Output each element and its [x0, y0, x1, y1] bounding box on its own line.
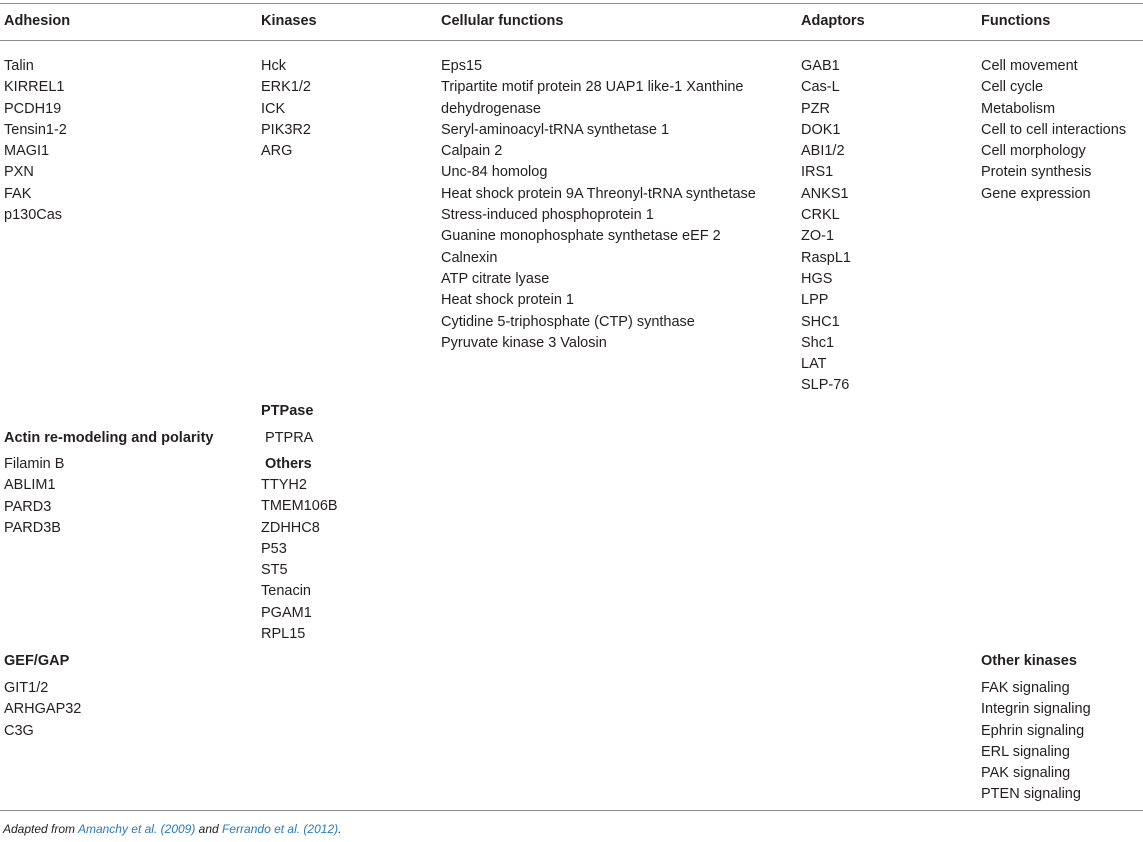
list-item: DOK1	[801, 121, 841, 138]
header-kinases: Kinases	[261, 13, 317, 29]
list-item: LPP	[801, 292, 829, 309]
list-item: CRKL	[801, 207, 840, 224]
list-item: Pyruvate kinase 3 Valosin	[441, 334, 607, 351]
list-item: PIK3R2	[261, 121, 311, 138]
list-item: Unc-84 homolog	[441, 164, 548, 181]
list-item: LAT	[801, 356, 827, 373]
list-item: RaspL1	[801, 249, 851, 266]
list-item: PGAM1	[261, 604, 312, 621]
list-item: ZO-1	[801, 228, 835, 245]
functions-list	[981, 56, 1126, 205]
list-item: dehydrogenase	[441, 100, 541, 117]
list-item: MAGI1	[4, 143, 50, 160]
list-item: TTYH2	[261, 477, 307, 493]
list-item: ERL signaling	[981, 743, 1070, 760]
footnote-prefix: Adapted from	[3, 822, 78, 836]
list-item: Cell movement	[981, 58, 1078, 74]
table-footnote	[3, 822, 341, 836]
list-item: Calnexin	[441, 249, 498, 266]
list-item: PZR	[801, 100, 830, 117]
list-item: Hck	[261, 58, 286, 74]
list-item: C3G	[4, 722, 34, 739]
table-bottom-rule	[0, 810, 1143, 811]
list-item: P53	[261, 540, 287, 557]
header-others: Others	[265, 456, 312, 472]
list-item: Eps15	[441, 58, 483, 74]
actin-list	[4, 454, 64, 539]
footnote-suffix: .	[338, 822, 342, 836]
list-item: Heat shock protein 1	[441, 292, 574, 309]
others-list	[261, 475, 338, 645]
header-cellular-functions: Cellular functions	[441, 13, 564, 29]
list-item: Protein synthesis	[981, 164, 1092, 181]
list-item: ATP citrate lyase	[441, 270, 550, 287]
footnote-conjunction: and	[195, 822, 223, 836]
ptpase-list	[265, 428, 313, 449]
list-item: Cytidine 5-triphosphate (CTP) synthase	[441, 313, 695, 330]
list-item: SLP-76	[801, 377, 850, 394]
list-item: GAB1	[801, 58, 840, 74]
other-kinases-list	[981, 678, 1091, 806]
list-item: PAK signaling	[981, 765, 1071, 782]
list-item: Talin	[4, 58, 34, 74]
header-gef-gap: GEF/GAP	[4, 653, 70, 669]
list-item: PARD3B	[4, 519, 61, 536]
list-item: PTPRA	[265, 430, 314, 446]
list-item: Tripartite motif protein 28 UAP1 like-1 Xanthine	[441, 79, 744, 96]
list-item: Cell morphology	[981, 143, 1086, 160]
list-item: Guanine monophosphate synthetase eEF 2	[441, 228, 721, 245]
list-item: PTEN signaling	[981, 786, 1081, 803]
list-item: Calpain 2	[441, 143, 503, 160]
list-item: Integrin signaling	[981, 701, 1091, 718]
reference-link-amanchy[interactable]: Amanchy et al. (2009)	[77, 822, 196, 836]
list-item: Cell cycle	[981, 79, 1044, 96]
reference-link-ferrando[interactable]: Ferrando et al. (2012)	[222, 822, 339, 836]
list-item: ZDHHC8	[261, 519, 320, 536]
list-item: Stress-induced phosphoprotein 1	[441, 207, 654, 224]
list-item: Seryl-aminoacyl-tRNA synthetase 1	[441, 121, 670, 138]
list-item: Cell to cell interactions	[981, 121, 1127, 138]
list-item: TMEM106B	[261, 498, 338, 515]
list-item: GIT1/2	[4, 680, 49, 696]
header-functions: Functions	[981, 13, 1051, 29]
list-item: ARHGAP32	[4, 701, 82, 718]
list-item: ST5	[261, 562, 288, 579]
list-item: Gene expression	[981, 185, 1091, 202]
list-item: Tenacin	[261, 583, 311, 600]
list-item: Ephrin signaling	[981, 722, 1085, 739]
adhesion-list	[4, 56, 67, 226]
list-item: PARD3	[4, 498, 52, 515]
list-item: Metabolism	[981, 100, 1056, 117]
list-item: Cas-L	[801, 79, 840, 96]
gef-gap-list	[4, 678, 81, 742]
list-item: KIRREL1	[4, 79, 65, 96]
header-actin-remodeling: Actin re-modeling and polarity	[4, 430, 214, 446]
adaptors-list	[801, 56, 851, 397]
list-item: ANKS1	[801, 185, 849, 202]
list-item: Tensin1-2	[4, 121, 67, 138]
list-item: SHC1	[801, 313, 840, 330]
list-item: Filamin B	[4, 456, 65, 472]
header-rule	[0, 40, 1143, 41]
list-item: FAK signaling	[981, 680, 1070, 696]
table-top-rule	[0, 3, 1143, 4]
list-item: RPL15	[261, 626, 306, 643]
list-item: Shc1	[801, 334, 835, 351]
header-adhesion: Adhesion	[4, 13, 71, 29]
list-item: PCDH19	[4, 100, 62, 117]
list-item: Heat shock protein 9A Threonyl-tRNA synthetase	[441, 185, 756, 202]
list-item: ABLIM1	[4, 477, 56, 494]
list-item: ERK1/2	[261, 79, 311, 96]
list-item: HGS	[801, 270, 833, 287]
kinases-list	[261, 56, 311, 162]
header-other-kinases: Other kinases	[981, 653, 1077, 669]
list-item: PXN	[4, 164, 34, 181]
list-item: IRS1	[801, 164, 834, 181]
header-adaptors: Adaptors	[801, 13, 865, 29]
list-item: FAK	[4, 185, 32, 202]
list-item: ICK	[261, 100, 286, 117]
list-item: p130Cas	[4, 207, 63, 224]
list-item: ARG	[261, 143, 293, 160]
list-item: ABI1/2	[801, 143, 845, 160]
cellular-functions-list	[441, 56, 756, 354]
header-ptpase: PTPase	[261, 403, 314, 419]
